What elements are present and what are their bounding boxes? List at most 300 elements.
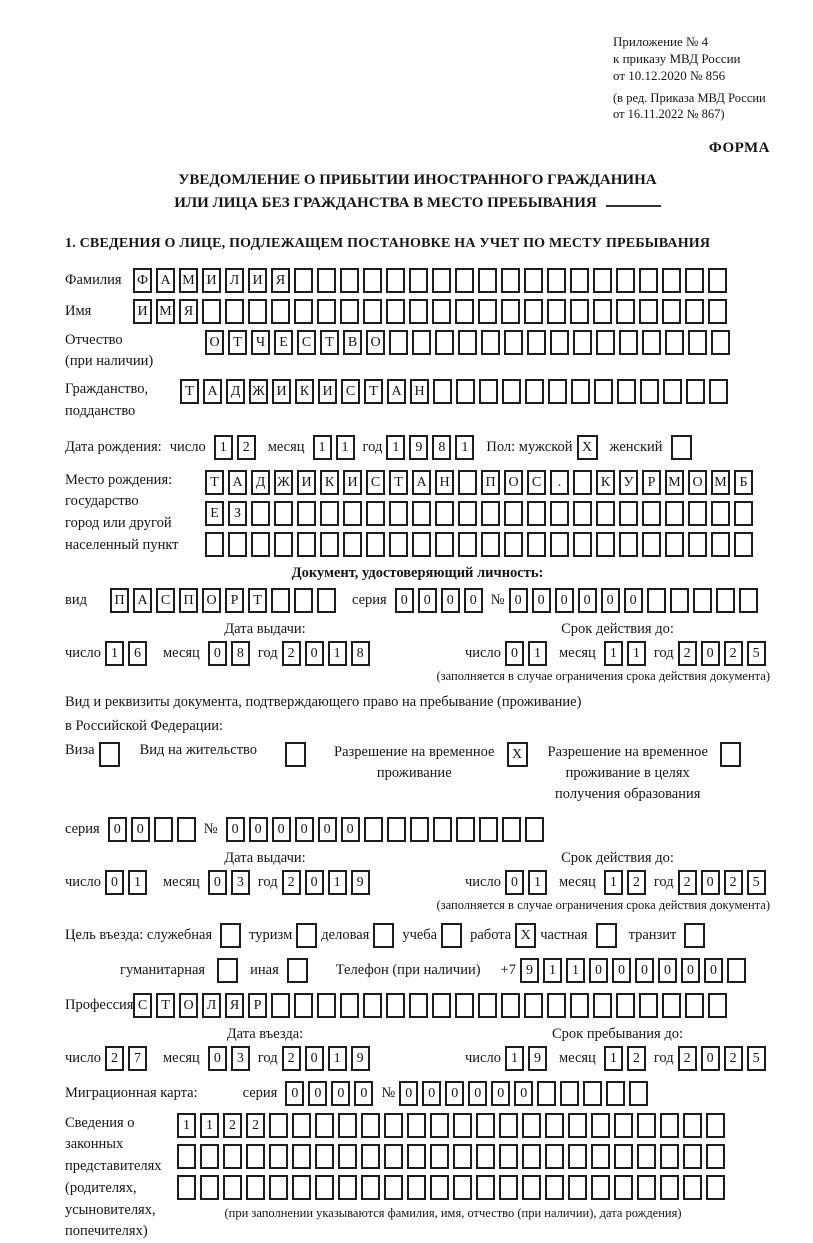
char-cell[interactable]: 2 (724, 641, 743, 666)
char-cell[interactable]: Т (156, 993, 175, 1018)
purpose-transit-checkbox[interactable] (684, 923, 705, 948)
char-cell[interactable]: Е (274, 330, 293, 355)
char-cell[interactable]: А (228, 470, 247, 495)
char-cell[interactable] (458, 330, 477, 355)
char-cell[interactable] (537, 1081, 556, 1106)
char-cell[interactable] (386, 268, 405, 293)
char-cell[interactable] (570, 299, 589, 324)
char-cell[interactable]: И (202, 268, 221, 293)
char-cell[interactable] (606, 1081, 625, 1106)
temp-permit-checkbox[interactable]: X (507, 742, 528, 767)
char-cell[interactable] (550, 501, 569, 526)
char-cell[interactable]: 0 (701, 870, 720, 895)
char-cell[interactable] (453, 1175, 472, 1200)
char-cell[interactable] (711, 501, 730, 526)
char-cell[interactable]: Б (734, 470, 753, 495)
char-cell[interactable] (617, 379, 636, 404)
char-cell[interactable]: М (156, 299, 175, 324)
purpose-study-checkbox[interactable] (441, 923, 462, 948)
char-cell[interactable]: 9 (409, 435, 428, 460)
char-cell[interactable] (662, 993, 681, 1018)
char-cell[interactable]: Д (251, 470, 270, 495)
char-cell[interactable]: М (665, 470, 684, 495)
char-cell[interactable]: 0 (612, 958, 631, 983)
char-cell[interactable] (458, 532, 477, 557)
char-cell[interactable] (297, 532, 316, 557)
char-cell[interactable] (662, 299, 681, 324)
char-cell[interactable] (340, 993, 359, 1018)
char-cell[interactable]: 2 (627, 1046, 646, 1071)
char-cell[interactable] (568, 1175, 587, 1200)
char-cell[interactable]: 1 (566, 958, 585, 983)
char-cell[interactable]: 8 (432, 435, 451, 460)
char-cell[interactable]: 0 (422, 1081, 441, 1106)
char-cell[interactable]: 0 (555, 588, 574, 613)
char-cell[interactable]: 2 (678, 641, 697, 666)
char-cell[interactable] (527, 330, 546, 355)
char-cell[interactable] (619, 330, 638, 355)
char-cell[interactable]: Ч (251, 330, 270, 355)
char-cell[interactable]: 9 (520, 958, 539, 983)
char-cell[interactable] (616, 993, 635, 1018)
char-cell[interactable]: 5 (747, 870, 766, 895)
edu-permit-checkbox[interactable] (720, 742, 741, 767)
char-cell[interactable]: 0 (226, 817, 245, 842)
char-cell[interactable]: 8 (351, 641, 370, 666)
char-cell[interactable] (340, 268, 359, 293)
char-cell[interactable] (432, 268, 451, 293)
char-cell[interactable]: 0 (578, 588, 597, 613)
char-cell[interactable] (665, 330, 684, 355)
char-cell[interactable] (271, 588, 290, 613)
char-cell[interactable]: 0 (509, 588, 528, 613)
char-cell[interactable] (430, 1175, 449, 1200)
char-cell[interactable] (524, 299, 543, 324)
char-cell[interactable] (637, 1175, 656, 1200)
char-cell[interactable]: 1 (328, 641, 347, 666)
char-cell[interactable]: Т (205, 470, 224, 495)
char-cell[interactable]: 0 (505, 870, 524, 895)
char-cell[interactable] (389, 330, 408, 355)
char-cell[interactable] (223, 1175, 242, 1200)
char-cell[interactable] (688, 532, 707, 557)
char-cell[interactable]: Я (225, 993, 244, 1018)
char-cell[interactable] (409, 268, 428, 293)
char-cell[interactable] (499, 1113, 518, 1138)
char-cell[interactable] (639, 299, 658, 324)
char-cell[interactable] (274, 501, 293, 526)
char-cell[interactable]: Р (642, 470, 661, 495)
char-cell[interactable] (660, 1175, 679, 1200)
char-cell[interactable] (593, 993, 612, 1018)
char-cell[interactable] (708, 268, 727, 293)
char-cell[interactable] (711, 330, 730, 355)
char-cell[interactable]: 1 (105, 641, 124, 666)
char-cell[interactable] (596, 532, 615, 557)
char-cell[interactable] (619, 501, 638, 526)
char-cell[interactable]: 0 (658, 958, 677, 983)
char-cell[interactable]: 0 (624, 588, 643, 613)
char-cell[interactable]: 0 (635, 958, 654, 983)
char-cell[interactable]: 2 (223, 1113, 242, 1138)
char-cell[interactable] (409, 299, 428, 324)
char-cell[interactable]: 1 (200, 1113, 219, 1138)
char-cell[interactable]: 0 (681, 958, 700, 983)
char-cell[interactable]: И (297, 470, 316, 495)
char-cell[interactable]: 0 (208, 1046, 227, 1071)
char-cell[interactable]: М (711, 470, 730, 495)
char-cell[interactable]: Ж (274, 470, 293, 495)
char-cell[interactable] (739, 588, 758, 613)
char-cell[interactable]: 0 (701, 641, 720, 666)
char-cell[interactable] (269, 1113, 288, 1138)
char-cell[interactable]: 2 (237, 435, 256, 460)
char-cell[interactable] (502, 379, 521, 404)
char-cell[interactable] (479, 817, 498, 842)
char-cell[interactable]: 5 (747, 1046, 766, 1071)
char-cell[interactable]: 1 (336, 435, 355, 460)
char-cell[interactable] (547, 268, 566, 293)
char-cell[interactable] (456, 817, 475, 842)
char-cell[interactable]: Н (410, 379, 429, 404)
char-cell[interactable]: 9 (351, 870, 370, 895)
char-cell[interactable] (706, 1113, 725, 1138)
char-cell[interactable]: 0 (308, 1081, 327, 1106)
char-cell[interactable] (384, 1113, 403, 1138)
char-cell[interactable] (614, 1113, 633, 1138)
char-cell[interactable] (453, 1113, 472, 1138)
char-cell[interactable]: 0 (249, 817, 268, 842)
char-cell[interactable]: 1 (627, 641, 646, 666)
char-cell[interactable]: Л (202, 993, 221, 1018)
char-cell[interactable] (665, 501, 684, 526)
char-cell[interactable]: Л (225, 268, 244, 293)
char-cell[interactable] (177, 1175, 196, 1200)
char-cell[interactable] (547, 299, 566, 324)
char-cell[interactable] (200, 1175, 219, 1200)
char-cell[interactable]: З (228, 501, 247, 526)
char-cell[interactable] (525, 379, 544, 404)
char-cell[interactable] (315, 1113, 334, 1138)
char-cell[interactable] (642, 501, 661, 526)
char-cell[interactable] (435, 501, 454, 526)
char-cell[interactable] (225, 299, 244, 324)
char-cell[interactable]: 1 (386, 435, 405, 460)
char-cell[interactable] (708, 993, 727, 1018)
char-cell[interactable]: П (481, 470, 500, 495)
char-cell[interactable] (384, 1175, 403, 1200)
char-cell[interactable] (435, 532, 454, 557)
char-cell[interactable] (412, 501, 431, 526)
char-cell[interactable] (458, 501, 477, 526)
char-cell[interactable]: 1 (313, 435, 332, 460)
char-cell[interactable]: С (341, 379, 360, 404)
char-cell[interactable] (662, 268, 681, 293)
char-cell[interactable] (384, 1144, 403, 1169)
char-cell[interactable] (361, 1175, 380, 1200)
char-cell[interactable]: 0 (704, 958, 723, 983)
char-cell[interactable] (568, 1113, 587, 1138)
char-cell[interactable]: 1 (528, 641, 547, 666)
char-cell[interactable]: 0 (399, 1081, 418, 1106)
char-cell[interactable] (412, 330, 431, 355)
char-cell[interactable]: 0 (532, 588, 551, 613)
char-cell[interactable] (315, 1144, 334, 1169)
char-cell[interactable] (670, 588, 689, 613)
char-cell[interactable] (693, 588, 712, 613)
char-cell[interactable] (476, 1175, 495, 1200)
char-cell[interactable] (432, 299, 451, 324)
char-cell[interactable] (479, 379, 498, 404)
char-cell[interactable] (709, 379, 728, 404)
char-cell[interactable] (271, 299, 290, 324)
char-cell[interactable] (545, 1144, 564, 1169)
char-cell[interactable] (456, 379, 475, 404)
char-cell[interactable] (665, 532, 684, 557)
char-cell[interactable] (685, 268, 704, 293)
char-cell[interactable] (547, 993, 566, 1018)
char-cell[interactable] (251, 501, 270, 526)
char-cell[interactable] (317, 268, 336, 293)
char-cell[interactable]: С (156, 588, 175, 613)
char-cell[interactable] (340, 299, 359, 324)
char-cell[interactable] (407, 1175, 426, 1200)
char-cell[interactable]: 0 (295, 817, 314, 842)
char-cell[interactable] (338, 1175, 357, 1200)
char-cell[interactable]: . (550, 470, 569, 495)
char-cell[interactable] (614, 1175, 633, 1200)
char-cell[interactable]: 0 (305, 641, 324, 666)
visa-checkbox[interactable] (99, 742, 120, 767)
char-cell[interactable] (660, 1144, 679, 1169)
char-cell[interactable]: 1 (604, 641, 623, 666)
char-cell[interactable] (570, 268, 589, 293)
char-cell[interactable] (591, 1113, 610, 1138)
char-cell[interactable] (453, 1144, 472, 1169)
char-cell[interactable] (616, 268, 635, 293)
char-cell[interactable] (407, 1144, 426, 1169)
char-cell[interactable] (246, 1175, 265, 1200)
char-cell[interactable] (522, 1175, 541, 1200)
char-cell[interactable] (548, 379, 567, 404)
char-cell[interactable]: Т (389, 470, 408, 495)
char-cell[interactable] (269, 1144, 288, 1169)
char-cell[interactable] (228, 532, 247, 557)
purpose-official-checkbox[interactable] (220, 923, 241, 948)
char-cell[interactable]: 2 (282, 870, 301, 895)
char-cell[interactable] (294, 993, 313, 1018)
char-cell[interactable] (591, 1144, 610, 1169)
char-cell[interactable]: 2 (282, 1046, 301, 1071)
char-cell[interactable] (616, 299, 635, 324)
char-cell[interactable]: 1 (328, 1046, 347, 1071)
char-cell[interactable] (455, 299, 474, 324)
char-cell[interactable]: 0 (589, 958, 608, 983)
char-cell[interactable] (550, 532, 569, 557)
purpose-private-checkbox[interactable] (596, 923, 617, 948)
char-cell[interactable] (501, 268, 520, 293)
char-cell[interactable]: Т (320, 330, 339, 355)
char-cell[interactable] (294, 268, 313, 293)
char-cell[interactable]: 0 (445, 1081, 464, 1106)
char-cell[interactable]: П (110, 588, 129, 613)
char-cell[interactable]: К (596, 470, 615, 495)
char-cell[interactable] (686, 379, 705, 404)
char-cell[interactable]: К (320, 470, 339, 495)
char-cell[interactable] (202, 299, 221, 324)
char-cell[interactable] (361, 1144, 380, 1169)
char-cell[interactable] (571, 379, 590, 404)
char-cell[interactable] (294, 588, 313, 613)
char-cell[interactable]: 2 (724, 870, 743, 895)
char-cell[interactable] (274, 532, 293, 557)
char-cell[interactable]: 2 (627, 870, 646, 895)
char-cell[interactable]: У (619, 470, 638, 495)
char-cell[interactable]: 0 (514, 1081, 533, 1106)
char-cell[interactable] (708, 299, 727, 324)
char-cell[interactable] (154, 817, 173, 842)
char-cell[interactable]: О (205, 330, 224, 355)
char-cell[interactable] (433, 817, 452, 842)
char-cell[interactable]: О (366, 330, 385, 355)
char-cell[interactable] (338, 1144, 357, 1169)
char-cell[interactable]: 0 (354, 1081, 373, 1106)
char-cell[interactable] (409, 993, 428, 1018)
char-cell[interactable]: Ж (249, 379, 268, 404)
char-cell[interactable]: С (366, 470, 385, 495)
char-cell[interactable] (683, 1144, 702, 1169)
char-cell[interactable] (343, 501, 362, 526)
char-cell[interactable]: С (297, 330, 316, 355)
char-cell[interactable]: 3 (231, 870, 250, 895)
char-cell[interactable] (583, 1081, 602, 1106)
char-cell[interactable]: 0 (395, 588, 414, 613)
char-cell[interactable]: А (387, 379, 406, 404)
char-cell[interactable]: 7 (128, 1046, 147, 1071)
char-cell[interactable]: А (156, 268, 175, 293)
purpose-humanitarian-checkbox[interactable] (217, 958, 238, 983)
char-cell[interactable]: 0 (285, 1081, 304, 1106)
char-cell[interactable]: 2 (282, 641, 301, 666)
char-cell[interactable] (387, 817, 406, 842)
char-cell[interactable]: 1 (543, 958, 562, 983)
char-cell[interactable] (433, 379, 452, 404)
char-cell[interactable] (455, 268, 474, 293)
char-cell[interactable] (683, 1175, 702, 1200)
char-cell[interactable] (647, 588, 666, 613)
char-cell[interactable] (499, 1144, 518, 1169)
char-cell[interactable] (478, 299, 497, 324)
char-cell[interactable] (315, 1175, 334, 1200)
char-cell[interactable]: 0 (341, 817, 360, 842)
char-cell[interactable]: 0 (208, 641, 227, 666)
char-cell[interactable] (200, 1144, 219, 1169)
char-cell[interactable]: А (203, 379, 222, 404)
char-cell[interactable] (550, 330, 569, 355)
char-cell[interactable] (527, 532, 546, 557)
char-cell[interactable] (593, 299, 612, 324)
char-cell[interactable] (317, 299, 336, 324)
char-cell[interactable]: 0 (418, 588, 437, 613)
char-cell[interactable] (412, 532, 431, 557)
char-cell[interactable] (177, 1144, 196, 1169)
char-cell[interactable] (619, 532, 638, 557)
char-cell[interactable] (481, 330, 500, 355)
gender-male-checkbox[interactable]: X (577, 435, 598, 460)
char-cell[interactable] (297, 501, 316, 526)
char-cell[interactable] (458, 470, 477, 495)
char-cell[interactable] (205, 532, 224, 557)
char-cell[interactable]: К (295, 379, 314, 404)
char-cell[interactable]: О (179, 993, 198, 1018)
char-cell[interactable] (524, 268, 543, 293)
char-cell[interactable]: И (318, 379, 337, 404)
char-cell[interactable] (596, 501, 615, 526)
char-cell[interactable]: 2 (105, 1046, 124, 1071)
char-cell[interactable]: 1 (528, 870, 547, 895)
char-cell[interactable] (596, 330, 615, 355)
char-cell[interactable]: П (179, 588, 198, 613)
char-cell[interactable] (481, 501, 500, 526)
char-cell[interactable]: 9 (351, 1046, 370, 1071)
char-cell[interactable] (502, 817, 521, 842)
char-cell[interactable] (476, 1144, 495, 1169)
char-cell[interactable] (389, 532, 408, 557)
char-cell[interactable]: Ф (133, 268, 152, 293)
char-cell[interactable]: 0 (208, 870, 227, 895)
char-cell[interactable]: 1 (455, 435, 474, 460)
char-cell[interactable]: 0 (701, 1046, 720, 1071)
char-cell[interactable] (573, 501, 592, 526)
char-cell[interactable] (386, 993, 405, 1018)
char-cell[interactable]: 0 (491, 1081, 510, 1106)
char-cell[interactable] (499, 1175, 518, 1200)
char-cell[interactable]: Р (248, 993, 267, 1018)
char-cell[interactable] (525, 817, 544, 842)
char-cell[interactable]: Я (271, 268, 290, 293)
char-cell[interactable] (481, 532, 500, 557)
char-cell[interactable] (642, 330, 661, 355)
char-cell[interactable] (706, 1175, 725, 1200)
char-cell[interactable]: О (504, 470, 523, 495)
residence-permit-checkbox[interactable] (285, 742, 306, 767)
char-cell[interactable]: 1 (128, 870, 147, 895)
char-cell[interactable] (522, 1144, 541, 1169)
char-cell[interactable] (430, 1144, 449, 1169)
char-cell[interactable] (660, 1113, 679, 1138)
char-cell[interactable] (640, 379, 659, 404)
char-cell[interactable]: 6 (128, 641, 147, 666)
char-cell[interactable] (271, 993, 290, 1018)
char-cell[interactable] (663, 379, 682, 404)
char-cell[interactable] (727, 958, 746, 983)
char-cell[interactable] (338, 1113, 357, 1138)
char-cell[interactable]: 0 (505, 641, 524, 666)
char-cell[interactable]: 0 (108, 817, 127, 842)
char-cell[interactable] (363, 268, 382, 293)
char-cell[interactable] (251, 532, 270, 557)
char-cell[interactable]: 0 (468, 1081, 487, 1106)
char-cell[interactable]: Я (179, 299, 198, 324)
char-cell[interactable]: 2 (724, 1046, 743, 1071)
char-cell[interactable]: Е (205, 501, 224, 526)
char-cell[interactable] (223, 1144, 242, 1169)
char-cell[interactable] (363, 299, 382, 324)
char-cell[interactable]: 1 (177, 1113, 196, 1138)
char-cell[interactable]: Р (225, 588, 244, 613)
char-cell[interactable] (478, 993, 497, 1018)
char-cell[interactable]: И (272, 379, 291, 404)
